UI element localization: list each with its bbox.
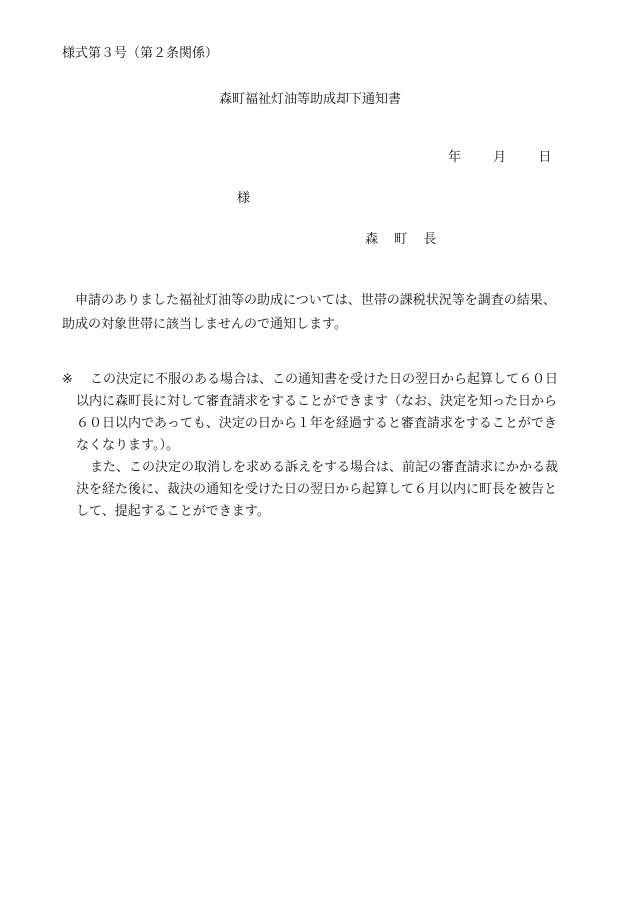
date-line — [448, 151, 551, 164]
issuer-part-2: 町 — [394, 232, 408, 247]
note-line: 以内に森町長に対して審査請求をすることができます（なお、決定を知った日から — [76, 394, 558, 409]
note-line: また、この決定の取消しを求める訴えをする場合は、前記の審査請求にかかる裁 — [90, 460, 559, 475]
note-line: して、提起することができます。 — [76, 504, 270, 519]
note-line: 決を経た後に、裁決の通知を受けた日の翌日から起算して６月以内に町長を被告と — [76, 482, 558, 497]
issuer-part-3: 長 — [423, 232, 437, 247]
date-day-label: 日 — [538, 150, 552, 165]
note-line: ６０日以内であっても、決定の日から１年を経過すると審査請求をすることができ — [76, 416, 557, 431]
addressee-honorific: 様 — [237, 191, 251, 206]
notice-body-line-1: 申請のありました福祉灯油等の助成については、世帯の課税状況等を調査の結果、 — [62, 293, 556, 308]
note-mark: ※ — [62, 372, 73, 387]
date-year-label: 年 — [448, 150, 462, 165]
issuer — [365, 233, 436, 246]
issuer-part-1: 森 — [365, 232, 379, 247]
document-title: 森町福祉灯油等助成却下通知書 — [219, 92, 402, 107]
note-line: この決定に不服のある場合は、この通知書を受けた日の翌日から起算して６０日 — [90, 372, 559, 387]
notice-body — [62, 289, 572, 337]
appeal-note — [62, 369, 572, 523]
form-number: 様式第３号（第２条関係） — [62, 46, 219, 61]
notice-body-line-2: 助成の対象世帯に該当しませんので通知します。 — [62, 317, 347, 332]
date-month-label: 月 — [493, 150, 507, 165]
note-line: なくなります。）。 — [76, 438, 179, 453]
